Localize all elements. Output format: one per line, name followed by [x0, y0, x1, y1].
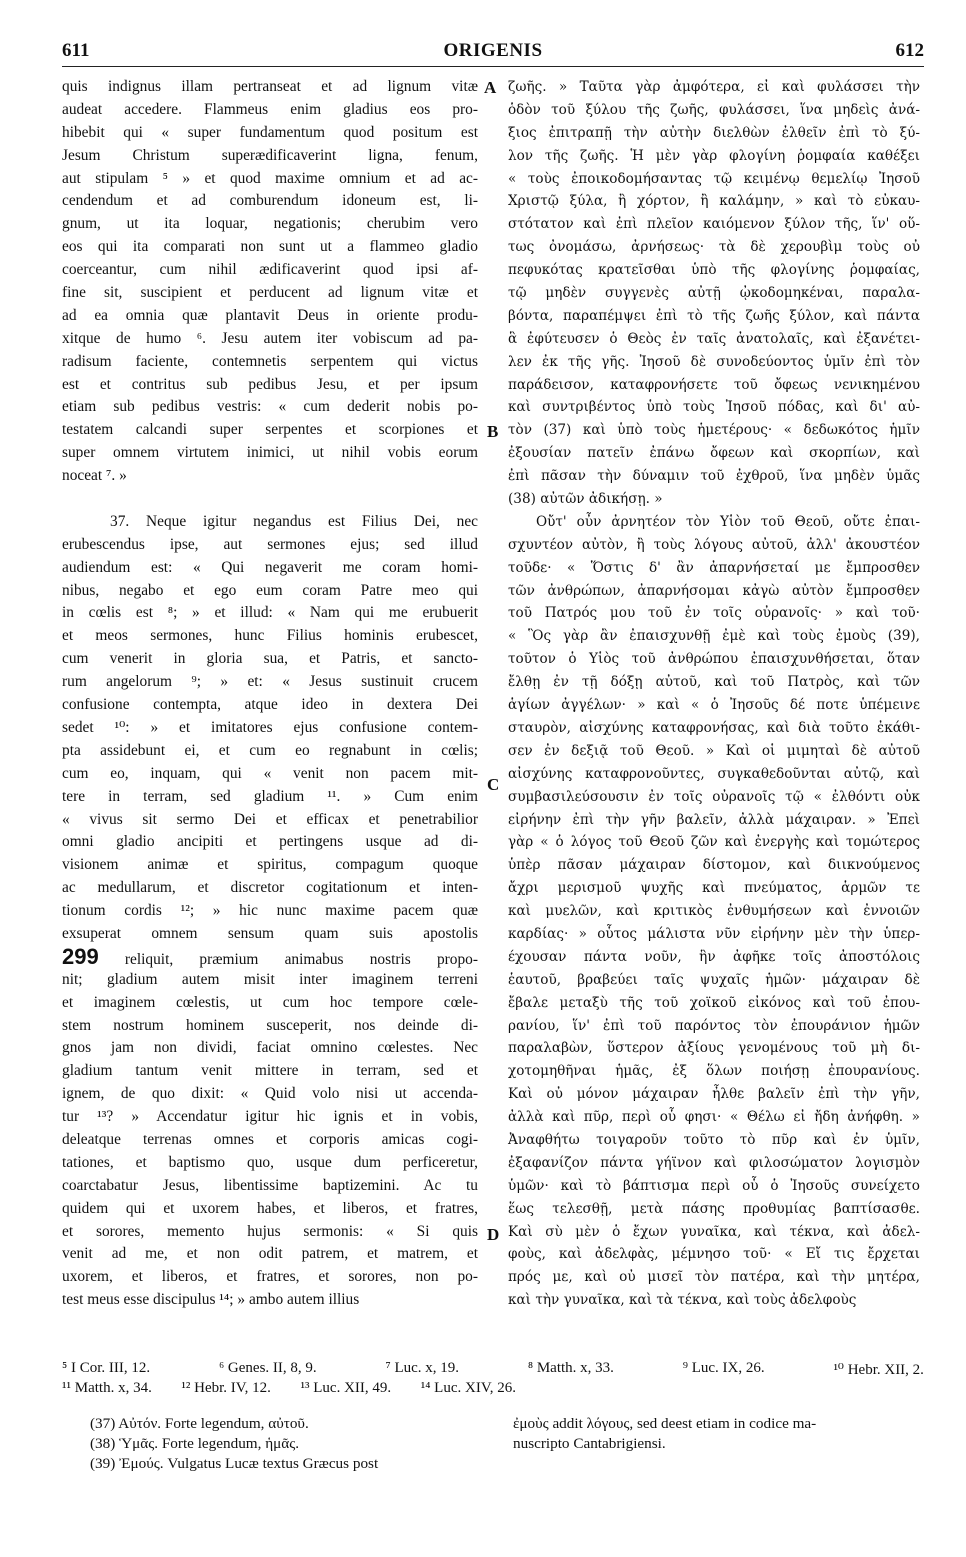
footnote: ¹³ Luc. XII, 49. — [300, 1380, 392, 1396]
text-line: ὁδὸν τοῦ ξύλου τῆς ζωῆς, φυλάσσει, ἵνα μηδεὶς ἀνά- — [508, 101, 920, 118]
text-line: radisum faciente, contemnetis serpentem qui victus — [62, 352, 478, 370]
text-line: παραλαβὼν, ὕστερον ἀξίους γενομένους τοῦ μὴ δι- — [508, 1040, 920, 1057]
footnote: ⁹ Luc. IX, 26. — [682, 1360, 765, 1376]
text-line: et meos sermones, hunc Filius hominis erubescet, — [62, 627, 478, 645]
text-line: eos qui ita comparati non sunt ut a flammeo gladio — [62, 238, 478, 256]
text-fragment: reliquit, præmium animabus nostris propo- — [98, 950, 478, 968]
text-line: ad ea omnia quæ plantavit Deus in oriente produ- — [62, 306, 478, 324]
footnote: ⁶ Genes. II, 8, 9. — [218, 1360, 317, 1376]
text-line: quidem qui et uxorem habes, et liberos, et fratres, — [62, 1199, 478, 1217]
text-line: coerceantur, cum nihil ædificaverint quod ipsi af- — [62, 261, 478, 279]
critical-note: (38) Ὑμᾶς. Forte legendum, ἡμᾶς. — [90, 1435, 300, 1452]
text-line: xitque de humo ⁶. Jesu autem iter vobiscum ad pa- — [62, 329, 478, 347]
column-number-299: 299 — [62, 943, 99, 969]
text-line: καρδίας· » οὗτος μάλιστα νῦν εἰρήνην μὲν τὴν ὑπερ- — [508, 925, 920, 942]
page-title: ORIGENIS — [443, 40, 543, 61]
text-line: χοτομηθῆναι ἡμᾶς, ἐξ ὅλων ποιήσῃ ἐπουρανίους. — [508, 1063, 920, 1080]
text-line: (38) αὐτῶν ἀδικήσῃ. » — [508, 491, 663, 508]
critical-notes-left — [90, 1414, 378, 1474]
text-line: omni gladio ancipiti et pertingens usque ad di- — [62, 833, 478, 851]
text-line: ξιος ἐπιτραπῇ τὴν αὐτὴν διελθὼν ἐλθεῖν ἐπὶ τὸ ξύ- — [508, 124, 920, 141]
text-line: deleatque terrenas omnes et corporis amicas cogi- — [62, 1130, 478, 1148]
text-line: τως ὀνομάσω, ἀρνήσεως· τὰ δὲ χερουβὶμ τοὺς οὐ — [508, 239, 920, 256]
text-line: ἐξουσίαν πατεῖν ἐπάνω ὄφεων καὶ σκορπίων, καὶ — [508, 445, 920, 462]
left-column-number: 611 — [62, 40, 90, 61]
footnote: ⁸ Matth. x, 33. — [527, 1360, 614, 1376]
text-line: ἃ ἐφύτευσεν ὁ Θεὸς ἐν ταῖς ἀνατολαῖς, καὶ ἐξανέτει- — [508, 330, 920, 347]
text-line: ac medullarum, et discretor cogitationum et inten- — [62, 879, 478, 897]
margin-marker-d: D — [487, 1225, 500, 1244]
text-line: ignem, de quo dixit: « Quid volo nisi ut accenda- — [62, 1085, 478, 1103]
text-line: καὶ τὴν γυναῖκα, καὶ τὰ τέκνα, καὶ τοὺς ἀδελφοὺς — [508, 1292, 857, 1309]
text-line: Καὶ σὺ μὲν ὁ ἔχων γυναῖκα, καὶ τέκνα, καὶ ἀδελ- — [508, 1223, 920, 1240]
text-line: ἐπὶ πᾶσαν τὴν δύναμιν τοῦ ἐχθροῦ, ἵνα μηδὲν ὑμᾶς — [508, 468, 920, 485]
text-line: audiendum est: « Qui negaverit me coram homi- — [62, 558, 478, 576]
text-line: ζωῆς. » Ταῦτα γὰρ ἀμφότερα, εἰ καὶ φυλάσσει τὴν — [508, 79, 920, 95]
text-line: cendendum et ad comburendum idoneum est, li- — [62, 192, 478, 210]
text-line: φοὺς, καὶ ἀδελφὰς, μέμνησο τοῦ· « Εἴ τις ἔρχεται — [508, 1246, 920, 1263]
text-line: tionum cordis ¹²; » hic nunc maxime pacem quæ — [62, 902, 478, 920]
text-line: super omnem virtutem inimici, ut nihil vobis eorum — [62, 444, 478, 462]
text-line: γὰρ « ὁ λόγος τοῦ Θεοῦ ζῶν καὶ ἐνεργὴς καὶ τομώτερος — [508, 834, 920, 851]
text-line: et sorores, memento hujus sermonis: « Si quis — [62, 1222, 478, 1240]
latin-column — [62, 76, 478, 1312]
text-line: πρός με, καὶ οὐ μισεῖ τὸν πατέρα, καὶ τὴν μητέρα, — [508, 1269, 920, 1286]
text-line: tere in terram, sed gladium ¹¹. » Cum enim — [62, 787, 478, 805]
text-line: 37. Neque igitur negandus est Filius Dei, nec — [110, 512, 478, 530]
critical-notes-right — [513, 1414, 816, 1454]
critical-note: (37) Αὐτόν. Forte legendum, αὐτοῦ. — [90, 1415, 309, 1432]
text-line: exsuperat omnem sensum quam suis apostolis — [62, 924, 478, 942]
text-line: ἀλλὰ καὶ πῦρ, περὶ οὗ φησι· « Θέλω εἰ ἤδη ἀνήφθη. » — [508, 1109, 920, 1126]
text-line: cum venerit in gloria sua, et Patris, et sancto- — [62, 650, 478, 668]
text-line: hibebit qui « super fundamentum quod positum est — [62, 123, 478, 141]
text-line: τῶν ἀνθρώπων, ἀπαρνήσομαι κἀγὼ αὐτὸν ἔμπροσθεν — [508, 582, 920, 599]
text-line: tur ¹³? » Accendatur igitur hic ignis et in vobis, — [62, 1108, 478, 1126]
text-line: εἰρήνην ἐπὶ τὴν γῆν βαλεῖν, ἀλλὰ μάχαιραν. » Ἐπεὶ — [508, 811, 920, 828]
footnote: ⁵ I Cor. III, 12. — [62, 1360, 151, 1376]
text-line: « τοὺς ἐποικοδομήσαντας τῷ κειμένῳ θεμελίῳ Ἰησοῦ — [508, 170, 920, 187]
footnote: ⁷ Luc. x, 19. — [385, 1360, 460, 1376]
text-line: ἁγίων ἀγγέλων· » καὶ « ὁ Ἰησοῦς δέ ποτε ὑπέμεινε — [508, 697, 920, 714]
text-line: tationes, et baptismo quo, usque dum perficeretur, — [62, 1153, 478, 1171]
text-line: nit; gladium autem misit inter imaginem terreni — [62, 970, 478, 988]
footnote: ¹¹ Matth. x, 34. — [62, 1380, 152, 1396]
footnote: ¹⁰ Hebr. XII, 2. — [833, 1362, 924, 1378]
text-line: aut stipulam ⁵ » et quod maxime omnium et ad ac- — [62, 169, 478, 187]
critical-note: (39) Ἐμούς. Vulgatus Lucæ textus Græcus post — [90, 1455, 379, 1472]
text-line: gnum, ut ita loquar, negationis; cherubim vero — [62, 215, 478, 233]
greek-column — [508, 76, 920, 1312]
text-line: τὸν (37) καὶ ὑπὸ τοὺς ἡμετέρους· « δεδωκότος ἡμῖν — [508, 422, 920, 439]
text-line: test meus esse discipulus ¹⁴; » ambo autem illius — [62, 1291, 360, 1309]
text-line: Jesum Christum superædificaverint ligna, fenum, — [62, 146, 478, 164]
text-line: in cœlis est ⁸; » et illud: « Nam qui me erubuerit — [62, 604, 478, 622]
critical-note: ἐμοὺς addit λόγους, sed deest etiam in codice ma- — [513, 1415, 817, 1432]
text-line: σχυντέον αὐτὸν, ἢ τοὺς λόγους αὐτοῦ, ἀλλ' ἀκουστέον — [508, 536, 920, 553]
text-line: ἑαυτοῦ, βραβεύει ταῖς ψυχαῖς ἡμῶν· μάχαιραν δὲ — [508, 971, 920, 988]
text-line: τοῦτον ὁ Υἱὸς τοῦ ἀνθρώπου ἐπαισχυνθήσεται, ὅταν — [508, 651, 920, 668]
text-line: noceat ⁷. » — [62, 467, 127, 485]
text-line: ὑμῶν· καὶ τὸ βάπτισμα περὶ οὗ ὁ Ἰησοῦς συνείχετο — [508, 1177, 920, 1194]
text-line: ρανίου, ἵν' ἐπὶ τοῦ παρόντος τὸν ἐπουράνιον ἡμῶν — [508, 1017, 920, 1034]
right-column-number: 612 — [895, 40, 924, 61]
text-line: ἔλθῃ ἐν τῇ δόξῃ αὐτοῦ, καὶ τοῦ Πατρὸς, καὶ τῶν — [508, 674, 920, 691]
footnote: ¹² Hebr. IV, 12. — [181, 1380, 271, 1396]
text-line: Οὔτ' οὖν ἀρνητέον τὸν Υἱὸν τοῦ Θεοῦ, οὔτε ἐπαι- — [536, 513, 920, 530]
margin-marker-c: C — [487, 775, 500, 794]
text-line: καὶ μυελῶν, καὶ κριτικὸς ἐνθυμήσεων καὶ ἐννοιῶν — [508, 903, 920, 920]
text-line: Ἀναφθήτω τοιγαροῦν τοῦτο τὸ πῦρ καὶ ἐν ὑμῖν, — [508, 1131, 920, 1148]
text-line: έχουσαν πάντα νοῦν, ἣν ἀφῆκε τοῖς ἀποστόλοις — [508, 948, 920, 965]
text-line: ἕως τελεσθῇ, μετὰ πάσης προθυμίας βαπτίσασθε. — [508, 1200, 920, 1217]
text-line: ἄχρι μερισμοῦ ψυχῆς καὶ πνεύματος, ἁρμῶν τε — [508, 880, 920, 897]
text-line: λον τῆς ζωῆς. Ἡ μὲν γὰρ φλογίνη ῥομφαία καθέξει — [508, 147, 920, 164]
text-line: « vivus sit sermo Dei et efficax et penetrabilior — [62, 810, 478, 828]
text-line — [62, 943, 478, 969]
text-line: confusione contempta, atque ideo in dextera Dei — [62, 696, 478, 714]
text-line: nibus, negabo et ego eum coram Patre meo qui — [62, 581, 478, 599]
text-line: στότατον καὶ ἐπὶ πλεῖον καιόμενον ξύλον τῆς, ἵν' οὕ- — [508, 216, 920, 233]
margin-marker-b: B — [487, 422, 499, 441]
text-line: λεν ἐκ τῆς γῆς. Ἰησοῦ δὲ συνοδεύοντος ὑμῖν ἐπὶ τὸν — [508, 353, 920, 370]
text-line: erubescendus ipse, aut sermones ejus; sed illud — [62, 535, 478, 553]
text-line: « Ὃς γὰρ ἂν ἐπαισχυνθῇ ἐμὲ καὶ τοὺς ἐμοὺς (39), — [508, 628, 920, 645]
text-line: τῷ μηδὲν συγγενὲς αὐτῇ ᾠκοδομηκέναι, παραλα- — [508, 285, 920, 302]
text-line: ἐξαφανίζον πάντα γήϊνον καὶ φιλοσώματον λογισμὸν — [508, 1154, 920, 1171]
margin-marker-a: A — [484, 78, 497, 97]
footnotes-row-1 — [62, 1360, 924, 1379]
text-line: venit ad me, et non odit patrem, et matrem, et — [62, 1245, 478, 1263]
text-line: et imaginem cœlestis, ut cum hoc tempore cœle- — [62, 993, 478, 1011]
text-line: σεν ἐν δεξιᾷ τοῦ Θεοῦ. » Καὶ οἱ μιμηταὶ δὲ αὐτοῦ — [508, 742, 920, 759]
text-line: est et contritus sub pedibus Jesu, et per ipsum — [62, 375, 478, 393]
text-line: σταυρὸν, αἰσχύνης καταφρονήσας, καὶ διὰ τοῦτο ἐκάθι- — [508, 719, 920, 736]
text-line: testatem calcandi super serpentes et scorpiones et — [62, 421, 478, 439]
critical-note: nuscripto Cantabrigiensi. — [513, 1435, 666, 1452]
text-line: ὑπὲρ πᾶσαν μάχαιραν δίστομον, καὶ διικνούμενος — [508, 857, 920, 874]
text-line: ἔβαλε μεταξὺ τῆς τοῦ χοϊκοῦ εἰκόνος καὶ τοῦ ἐπου- — [508, 994, 920, 1011]
text-line: gnos jam non dividi, faciat omnino cœlestes. Nec — [62, 1039, 478, 1057]
text-line: συμβασιλεύσουσιν ἐν τοῖς οὐρανοῖς τῷ « ἐλθόντι οὐκ — [508, 788, 920, 805]
text-line: coarctabatur Jesus, libentissime baptizemini. Ac tu — [62, 1176, 478, 1194]
text-line: sedet ¹⁰: » et imitatores ejus confusione contem- — [62, 718, 478, 736]
text-line: πεφυκότας κρατεῖσθαι ὑπὸ τῆς φλογίνης ῥομφαίας, — [508, 262, 920, 279]
text-line: Καὶ οὐ μόνον μάχαιραν ἦλθε βαλεῖν ἐπὶ τὴν γῆν, — [508, 1086, 920, 1103]
text-line: pta assidebunt ei, et cum eo regnabunt in cœlis; — [62, 741, 478, 759]
text-line: παράδεισον, καταφρονήσετε τοῦ ὄφεως νενικημένου — [508, 376, 920, 393]
text-line: stem nostrum hominem susceperit, nos deinde di- — [62, 1016, 478, 1034]
text-line: τοῦδε· « Ὅστις δ' ἂν ἀπαρνήσεταί με ἔμπροσθεν — [508, 559, 920, 576]
text-line: αἰσχύνης καταφρονοῦντες, συγκαθεδοῦνται αὐτῷ, καὶ — [508, 765, 920, 782]
text-line: cum eo, inquam, qui « venit non pacem mit- — [62, 764, 478, 782]
text-line: visionem animæ et spiritus, compagum quoque — [62, 856, 478, 874]
footnote: ¹⁴ Luc. XIV, 26. — [420, 1380, 516, 1396]
text-line: uxorem, et liberos, et fratres, et sorores, non po- — [62, 1268, 478, 1286]
footnotes-row-2 — [62, 1380, 516, 1397]
text-line: καὶ συντριβέντος ὑπὸ τοὺς Ἰησοῦ πόδας, καὶ δι' αὐ- — [508, 399, 920, 416]
text-line: τοῦ Πατρός μου τοῦ ἐν τοῖς οὐρανοῖς· » καὶ τοῦ· — [508, 605, 920, 622]
text-line: etiam sub pedibus vestris: « cum dederit nobis po- — [62, 398, 478, 416]
text-line: fine sit, suscipient et perducent ad lignum vitæ et — [62, 284, 478, 302]
text-line: quis indignus illam pertranseat et ad lignum vitæ — [62, 78, 478, 95]
running-header — [62, 40, 924, 67]
text-line: audeat accedere. Flammeus enim gladius eos pro- — [62, 100, 478, 118]
text-line: rum angelorum ⁹; » et: « Jesus sustinuit crucem — [62, 673, 478, 691]
text-line — [62, 488, 478, 511]
text-line: Χριστῷ ξύλα, ἢ χόρτον, ἢ καλάμην, » καὶ τὸ εὐκαυ- — [508, 193, 920, 210]
text-line: gladium tantum venit mittere in terram, sed et — [62, 1062, 478, 1080]
text-line: βόντα, παραπέμψει ἐπὶ τὸ τῆς ζωῆς ξύλον, καὶ πάντα — [508, 307, 920, 324]
